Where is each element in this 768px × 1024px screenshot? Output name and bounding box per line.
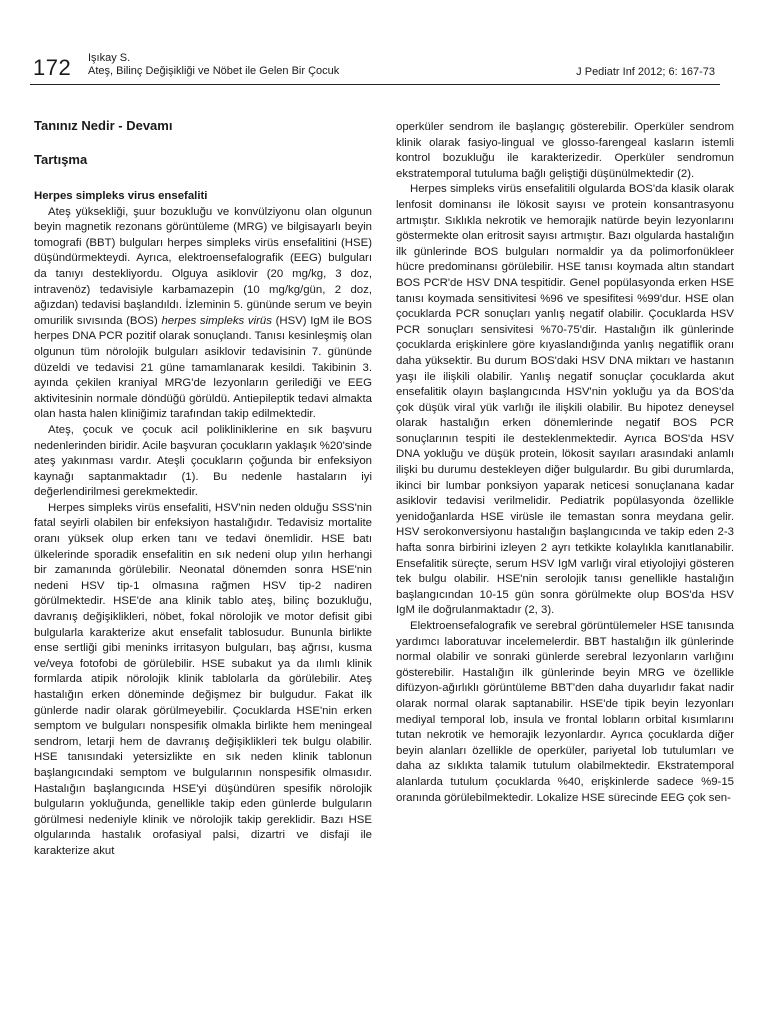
paragraph-text: Ateş yüksekliği, şuur bozukluğu ve konvülziyonu olan olgunun beyin magnetik rezonans görüntüleme (MRG) ve bilgisayarlı beyin tomografi (BBT) bulguları herpes simpleks virüs ensefalitini (HSE) düşündürmekteydi. Ayrıca, elektroensefalografik (EEG) bulguları da tanıyı destekliyordu. Olguya asiklovir (20 mg/kg, 3 doz, intravenöz) tedavisiyle karbamazepin (10 mg/kg/gün, 2 doz, ağızdan) tedavisi başlandıldı. İzleminin 5. gününde serum ve beyin omurilik sıvısında (BOS): [34, 205, 372, 327]
left-column: [34, 118, 372, 860]
page-number: 172: [33, 55, 72, 80]
paragraph: Herpes simpleks virüs ensefalitili olgularda BOS'da klasik olarak lenfosit dominansı ile lökosit sayısı ve protein konsantrasyonu artmıştır. Sıklıkla nekrotik ve hemorajik natürde beyin lezyonlarını göstermekte olan eritrosit sayısı artmıştır. Bazı olgularda hastalığın ilk günlerinde BOS bulguları normaldir ya da polimorfonükleer hücre predominansı görülebilir. HSE tanısı koymada altın standart BOS PCR'de HSV DNA tespitidir. Genel popülasyonda erken HSE tanısı koymada sensitivitesi %96 ve spesifitesi %99'dur. HSE olan çocuklarda PCR sonuçları yanlış negatif olabilir. Çocuklarda HSV PCR sonuçları sensivitesi %70-75'dir. Hastalığın ilk günlerinde çocuklarda erişkinlere göre kıyaslandığında yanlış negatiflik oranı daha yüksektir. Bu durum BOS'daki HSV DNA miktarı ve hastanın yaşı ile ilişkili olabilir. Yanlış negatif sonuçlar çocuklarda akut ensefalitik olayın başlangıcında HSV'nin yokluğu ya da BOS'da çok düşük viral yük varlığı ile ilişkili olabilir. Bu hipotez deneysel olarak hastalığın erken dönemlerinde negatif BOS PCR sonuçlarının tespiti ile desteklenmektedir. Ayrıca BOS'da HSV DNA yokluğu ve düşük protein, lökosit sayıları arasındaki anlamlı ilişki bu durumu destekleyen diğer bulgulardır. Bu gibi durumlarda, ikinci bir lumbar ponksiyon yaparak neticesi sonuçlanana kadar asiklovir tedavisi verilmelidir. Pediatrik popülasyonda özellikle yenidoğanlarda HSE virüsle ile temastan sonra meydana gelir. HSV serokonversiyonu hastalığın başlangıcında ve takip eden 2-3 hafta sonra birbirini izleyen 2 ayrı tetkikte kolaylıkla kanıtlanabilir. Ensefalitik süreçte, serum HSV IgM varlığı viral etiyolojiyi gösteren tek bulgu olabilir. HSE'nin serolojik tanısı genellikle hastalığın başlangıcından 10-15 gün sonra görülmekte olup BOS'da HSV IgM ile doğrulanmaktadır (2, 3).: [396, 183, 734, 617]
journal-citation: J Pediatr Inf 2012; 6: 167-73: [576, 66, 715, 78]
italic-term: herpes simpleks virüs: [161, 314, 272, 327]
paragraph: operküler sendrom ile başlangıç gösterebilir. Operküler sendrom klinik olarak fasiyo-lingual ve glosso-farengeal kasların istemli kontrol bozukluğu ile karakterizedir. Operküler sendromun ekstratemporal tutuluma bağlı geliştiği düşünülmektedir (2).: [396, 121, 734, 180]
paragraph: Ateş, çocuk ve çocuk acil polikliniklerine en sık başvuru nedenlerinden biridir. Acile başvuran çocukların yaklaşık %20'sinde ateş yakınması vardır. Ateşli çocukların çoğunda bir enfeksiyon kaynağı saptanmaktadır (1). Bu nedenle hastaların iyi değerlendirilmesi gerekmektedir.: [34, 423, 372, 499]
running-title: Ateş, Bilinç Değişikliği ve Nöbet ile Gelen Bir Çocuk: [88, 65, 340, 77]
running-authors: Işıkay S.: [88, 52, 131, 64]
subheading: Herpes simpleks virus ensefaliti: [34, 190, 208, 202]
page-header: [30, 46, 720, 86]
paragraph-text: (HSV) IgM ile BOS herpes DNA PCR pozitif olarak sonuçlandı. Tanısı kesinleşmiş olan olgunun tüm nörolojik bulguları asiklovir tedavisinin 7. gününde düzeldi ve tedavisi 21 güne tamamlanarak kesildi. Takibinin 3. ayında çekilen kraniyal MRG'de lezyonların gerilediği ve EEG aktivitesinin normale döndüğü görüldü. Antiepileptik tedavi almakta olan hasta halen kliniğimiz tarafından takip edilmektedir.: [34, 314, 373, 421]
paragraph: Herpes simpleks virüs ensefaliti, HSV'nin neden olduğu SSS'nin fatal seyirli olabilen bir enfeksiyon hastalığıdır. Tedavisiz mortalite oranı yüksek olup erken tanı ve tedavi önemlidir. HSE batı ülkelerinde sporadik ensefalitin en sık nedeni olup yılın herhangi bir zamanında görülebilir. Neonatal dönemden sonra HSE'nin nedeni HSV tip-1 olmasına rağmen HSV tip-2 nadiren görülmektedir. HSE'de ana klinik tablo ateş, bilinç bozukluğu, davranış değişiklikleri, nöbet, fokal nörolojik ve motor defisit gibi bulgularla karakterize akut ensefalit tablosudur. Bununla birlikte ense sertliği gibi meninks irritasyon bulguları, baş ağrısı, kusma ve/veya fotofobi de görülebilir. HSE subakut ya da ılımlı klinik formlarda atipik nörolojik klinik tablolarla da görülebilir. Ateş hastalığın erken döneminde değişmez bir bulgudur. Fakat ilk günlerde nadir olarak görülmeyebilir. Çocuklarda HSE'nin erken semptom ve bulguları nonspesifik olmakla birlikte hem meningeal sendrom, letarji hem de davranış değişiklikleri tek bulgu olabilir. HSE tanısındaki yetersizlikte en sık neden klinik tablonun başlangıcındaki semptom ve bulgularının nonspesifik olmasıdır. Hastalığın başlangıcında HSE'yi düşündüren spesifik nörolojik bulguların yokluğunda, genellikle takip eden günlerde bulguların görülmesi nedeniyle klinik ve nörolojik takip gereklidir. Bazı HSE olgularında hastalık orofasiyal palsi, dizartri ve disfaji ile karakterize akut: [34, 501, 372, 857]
header-rule: [30, 84, 720, 85]
subsection-title: Tartışma: [34, 152, 88, 167]
section-title: Tanınız Nedir - Devamı: [34, 118, 173, 133]
paragraph: Elektroensefalografik ve serebral görüntülemeler HSE tanısında yardımcı laboratuvar incelemelerdir. BBT hastalığın ilk günlerinde normal olabilir ve sonraki günlerde serebral lezyonların varlığını gösterebilir. Hastalığın ilk günlerinde beyin MRG ve özellikle difüzyon-ağırlıklı görüntüleme BBT'den daha duyarlıdır fakat nadir olarak normal olarak saptanabilir. HSE'de tipik beyin lezyonları mediyal temporal lob, insula ve frontal lobların orbital kısımlarını tutan nekrotik ve hemorajik lezyonlardır. Ayrıca çocuklarda diğer beyin alanları özellikle de operküler, pariyetal lob tutulumları ve daha az sıklıkta talamik tutulum olabilmektedir. Ekstratemporal alanlarda tutulum çocuklarda %40, erişkinlerde sadece %9-15 oranında görülebilmektedir. Lokalize HSE sürecinde EEG çok sen-: [396, 620, 734, 804]
right-column: [396, 120, 734, 806]
paragraph: [34, 205, 372, 423]
